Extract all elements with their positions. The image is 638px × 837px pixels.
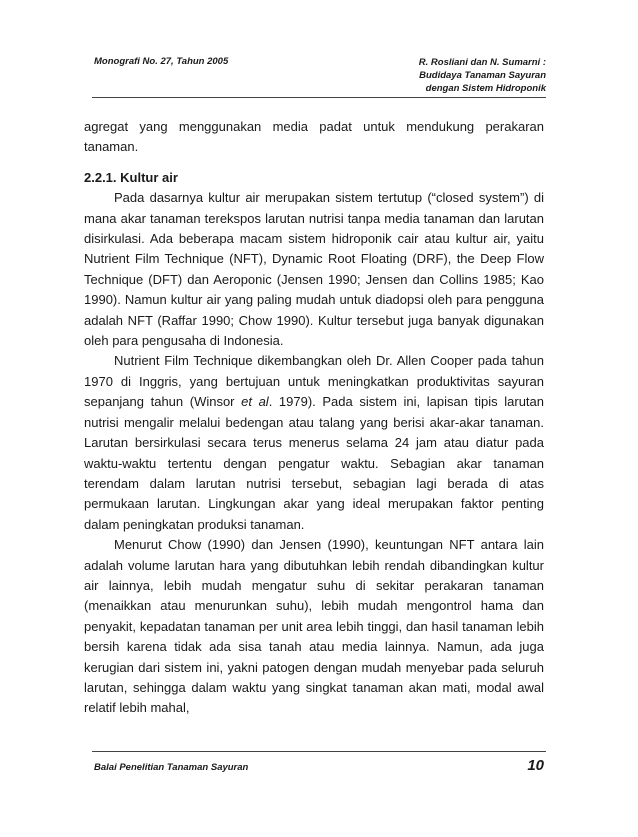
- paragraph-nft: [84, 351, 544, 535]
- header-right: [419, 56, 546, 95]
- paragraph-kultur-air: Pada dasarnya kultur air merupakan sistem tertutup (“closed system”) di mana akar tanaman terekspos larutan nutrisi tanpa media tanaman dan larutan disirkulasi. Ada beberapa macam sistem hidroponik cair atau kultur air, yaitu Nutrient Film Technique (NFT), Dynamic Root Floating (DRF), the Deep Flow Technique (DFT) dan Aeroponic (Jensen 1990; Jensen dan Collins 1985; Kao 1990). Namun kultur air yang paling mudah untuk diadopsi oleh para pengguna adalah NFT (Raffar 1990; Chow 1990). Kultur tersebut juga banyak digunakan oleh para pengusaha di Indonesia.: [84, 190, 544, 349]
- page-body: [84, 117, 544, 719]
- paragraph-nft-text-2: . 1979). Pada sistem ini, lapisan tipis larutan nutrisi mengalir melalui bedengan atau talang yang berisi akar-akar tanaman. Larutan bersirkulasi secara terus menerus selama 24 jam atau diatur pada waktu-waktu tertentu dengan pengatur waktu. Sebagian akar tanaman terendam dalam larutan nutrisi tersebut, sebagian lagi berada di atas permukaan larutan. Lingkungan akar yang ideal merupakan faktor penting dalam peningkatan produksi tanaman.: [84, 394, 545, 532]
- header-right-line-1: R. Rosliani dan N. Sumarni :: [418, 57, 546, 68]
- footer-divider: [92, 751, 546, 752]
- section-heading: 2.2.1. Kultur air: [84, 169, 178, 185]
- header-right-line-3: dengan Sistem Hidroponik: [425, 83, 546, 94]
- header-divider: [92, 97, 546, 98]
- spacer: [84, 158, 544, 168]
- footer-institution: Balai Penelitian Tanaman Sayuran: [94, 762, 249, 773]
- page-number: 10: [527, 757, 544, 774]
- paragraph-keuntungan: Menurut Chow (1990) dan Jensen (1990), keuntungan NFT antara lain adalah volume larutan hara yang dibutuhkan lebih rendah dibandingkan kultur air lainnya, lebih mudah mengatur suhu di sekitar perakaran tanaman (menaikkan atau menurunkan suhu), lebih mudah mengontrol hama dan penyakit, kepadatan tanaman per unit area lebih tinggi, dan hasil tanaman lebih bersih karena tidak ada sisa tanah atau media lainnya. Namun, ada juga kerugian dari sistem ini, yakni patogen dengan mudah menyebar pada seluruh larutan, sehingga dalam waktu yang singkat tanaman akan mati, modal awal relatif lebih mahal,: [84, 537, 544, 716]
- header-left: Monografi No. 27, Tahun 2005: [94, 56, 229, 67]
- paragraph-nft-text-1: Nutrient Film Technique dikembangkan oleh Dr. Allen Cooper pada tahun 1970 di Inggris, yang bertujuan untuk meningkatkan produktivitas sayuran sepanjang tahun (Winsor: [84, 353, 544, 410]
- paragraph-nft-italic: et al: [241, 394, 269, 410]
- paragraph-continuation: agregat yang menggunakan media padat untuk mendukung perakaran tanaman.: [84, 119, 544, 155]
- header-right-line-2: Budidaya Tanaman Sayuran: [419, 70, 546, 81]
